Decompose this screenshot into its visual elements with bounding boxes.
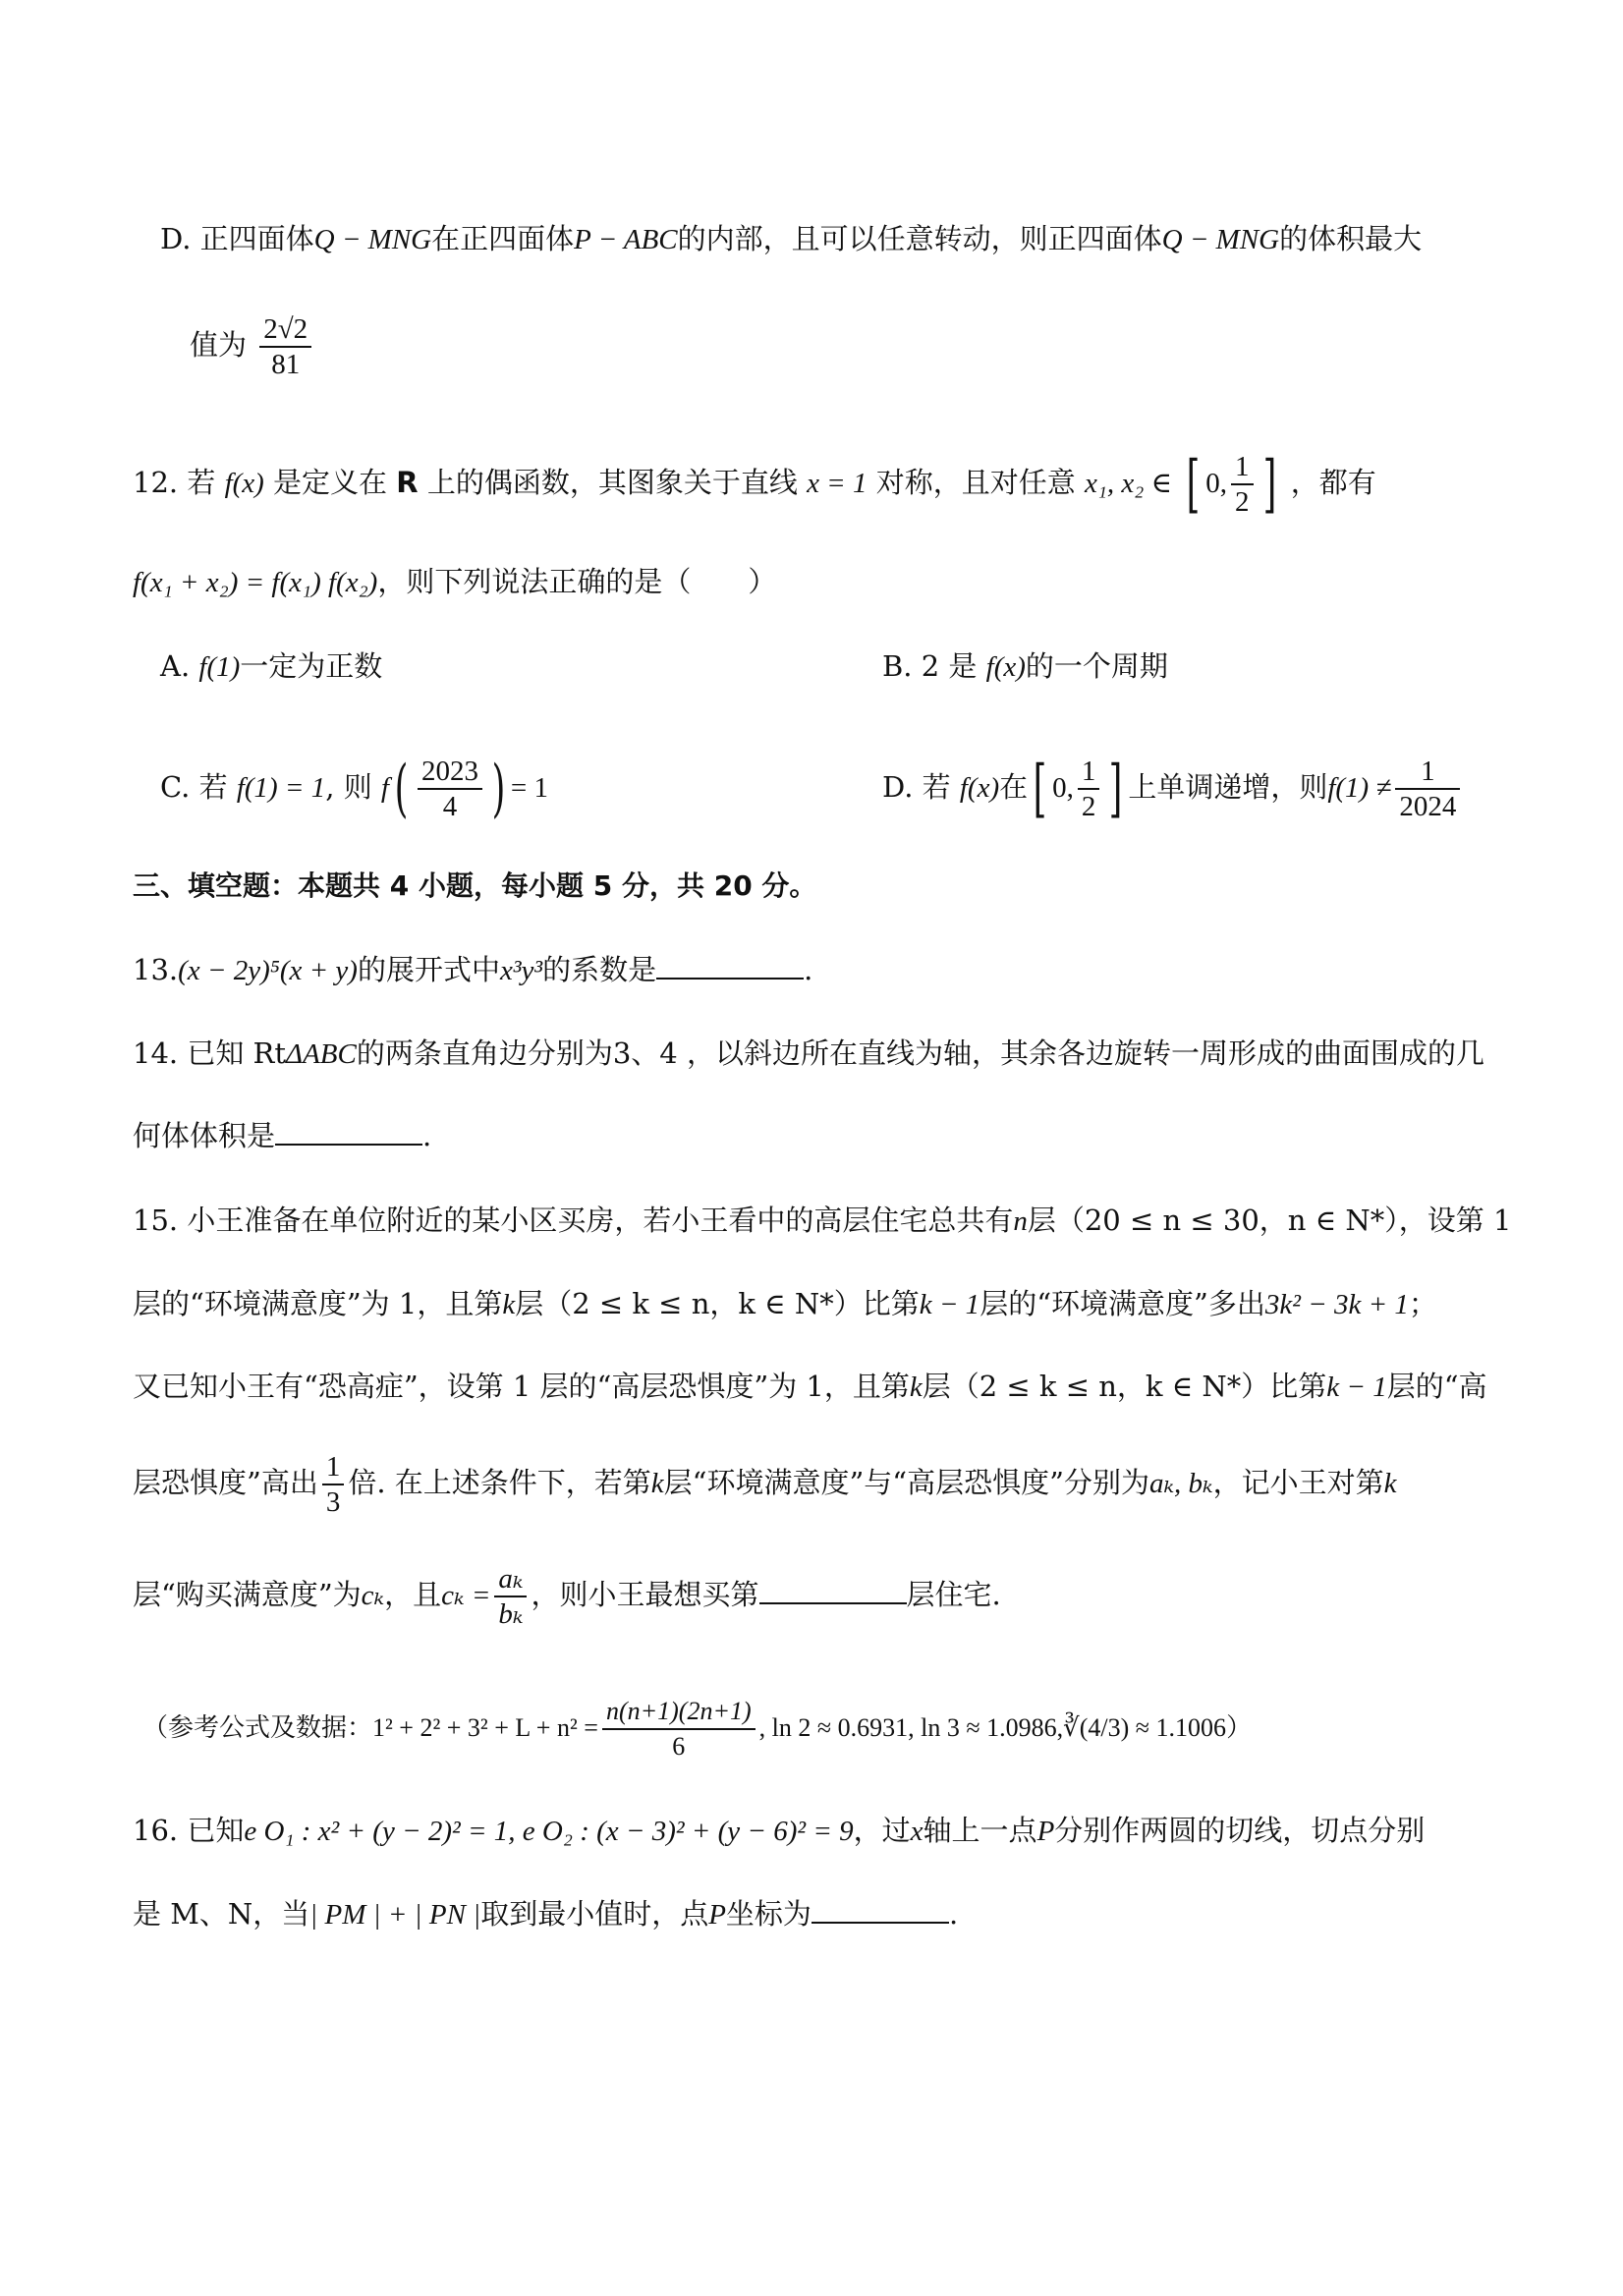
q15-line4 <box>133 1450 1397 1519</box>
q12-d-int-frac <box>1078 755 1100 823</box>
q11-d-frac-num: 2√2 <box>259 312 311 348</box>
q12-int-den: 2 <box>1235 486 1250 518</box>
q15-l5-den: bₖ <box>498 1598 524 1630</box>
q16-answer-blank[interactable] <box>812 1894 949 1924</box>
q14-end: . <box>422 1119 432 1152</box>
q16-l2c: 坐标为 <box>725 1897 812 1931</box>
q11-d-prefix: D. 正四面体 <box>160 222 314 255</box>
q12-d-rbracket: ] <box>1108 753 1123 825</box>
q15-l5d: 层住宅. <box>906 1578 1001 1611</box>
q12-R: R <box>396 466 419 499</box>
q15-l2-k: k <box>502 1289 516 1320</box>
q12-stem-line2 <box>133 562 776 602</box>
q12-c-mid: , 则 <box>325 770 372 804</box>
q15-ref-frac <box>602 1695 756 1764</box>
q13 <box>133 950 812 990</box>
q15-l1-n: n <box>1013 1205 1028 1237</box>
q15-ref-a: （参考公式及数据： <box>142 1713 373 1743</box>
q12-p4: 对称，且对任意 <box>875 466 1076 499</box>
q11-option-d-line2 <box>190 312 315 381</box>
q11-d-mid1: 在正四面体 <box>431 222 575 255</box>
q15-l5c: ，则小王最想买第 <box>531 1578 759 1611</box>
q15-l2c: 层的“环境满意度”多出 <box>979 1287 1265 1320</box>
q15-l5-num: aₖ <box>494 1562 527 1597</box>
q12-c-end: = 1 <box>510 772 549 804</box>
q15-ref-den: 6 <box>672 1732 686 1761</box>
q15-ref-b: , ln 2 ≈ 0.6931, ln 3 ≈ 1.0986, <box>758 1713 1064 1742</box>
q11-d-value-label: 值为 <box>190 328 248 362</box>
q12-d-num: 1 <box>1395 755 1460 790</box>
q16-P: P <box>1036 1816 1055 1847</box>
q14-p1: 14. 已知 Rt <box>133 1036 287 1070</box>
q15-l3-k: k <box>909 1372 923 1403</box>
q12-a-text: 一定为正数 <box>240 649 383 683</box>
q13-text2: 的系数是 <box>542 953 657 986</box>
q16-circles: e O₁ : x² + (y − 2)² = 1, e O₂ : (x − 3)² + (y − 6)² = 9 <box>244 1816 854 1847</box>
q15-l4-k: k <box>650 1468 664 1499</box>
q12-int-frac <box>1231 450 1254 519</box>
q14-line1 <box>133 1034 1484 1074</box>
q12-d-int-den: 2 <box>1081 791 1096 822</box>
q16-l1b: ，过 <box>853 1814 911 1847</box>
q11-option-d-line1 <box>160 219 1422 259</box>
q12-fx: f(x) <box>224 468 264 499</box>
q15-line5 <box>133 1562 1001 1631</box>
q11-d-tetra1: Q − MNG <box>313 224 432 255</box>
q12-c-num: 2023 <box>418 755 482 790</box>
q12-d-frac <box>1395 755 1460 823</box>
q12-option-d <box>882 755 1464 823</box>
q12-c-rparen: ) <box>491 753 506 825</box>
q12-b-math: f(x) <box>985 651 1026 683</box>
q15-l5-frac <box>494 1562 527 1631</box>
q15-ref-num: n(n+1)(2n+1) <box>602 1695 756 1730</box>
q12-b-text: 的一个周期 <box>1025 649 1168 683</box>
q11-d-fraction <box>259 312 311 381</box>
q15-ref-sum: 1² + 2² + 3² + L + n² = <box>372 1713 598 1742</box>
q12-left-bracket: [ <box>1186 448 1201 521</box>
q15-l5b: ，且 <box>384 1578 442 1611</box>
q13-text1: 的展开式中 <box>357 953 500 986</box>
q12-p5: ，都有 <box>1290 466 1376 499</box>
q15-l4-den: 3 <box>325 1486 341 1518</box>
q15-reference <box>142 1695 1252 1764</box>
q16-line2 <box>133 1894 958 1934</box>
q14-p2: 的两条直角边分别为3、4 ，以斜边所在直线为轴，其余各边旋转一周形成的曲面围成的几 <box>356 1036 1484 1070</box>
q15-l4c: 层“环境满意度”与“高层恐惧度”分别为 <box>663 1466 1149 1499</box>
q15-l5-c: cₖ <box>361 1580 385 1611</box>
q16-l1a: 16. 已知 <box>133 1814 245 1847</box>
q16-l2a: 是 M、N，当 <box>133 1897 310 1931</box>
q15-l3-k1: k − 1 <box>1326 1372 1387 1403</box>
q12-int-left: 0, <box>1205 468 1228 499</box>
q12-stem-line1 <box>133 450 1376 519</box>
q13-answer-blank[interactable] <box>656 950 804 980</box>
q15-l4-num: 1 <box>322 1450 345 1485</box>
q12-func-eq: f(x₁ + x₂) = f(x₁) f(x₂) <box>133 567 378 598</box>
q12-p2: 是定义在 <box>273 466 388 499</box>
q15-line2 <box>133 1284 1437 1324</box>
q11-d-tetra2: P − ABC <box>574 224 678 255</box>
q15-l4-frac <box>322 1450 345 1519</box>
q14-triangle: ΔABC <box>286 1038 357 1070</box>
q15-ref-root: ∛(4/3) ≈ 1.1006 <box>1063 1713 1227 1742</box>
q15-l2-expr: 3k² − 3k + 1 <box>1264 1289 1409 1320</box>
q12-c-frac <box>418 755 482 823</box>
q13-math: (x − 2y)⁵(x + y) <box>178 955 358 986</box>
q12-d-text: 上单调递增，则 <box>1128 770 1328 804</box>
q12-a-label: A. <box>160 649 191 683</box>
q11-d-mid2: 的内部，且可以任意转动，则正四面体 <box>677 222 1162 255</box>
q13-term: x³y³ <box>499 955 543 986</box>
q11-d-tetra3: Q − MNG <box>1161 224 1280 255</box>
q15-line1 <box>133 1201 1511 1241</box>
q16-line1 <box>133 1811 1425 1851</box>
q15-l4d: ，记小王对第 <box>1212 1466 1384 1499</box>
q13-label: 13. <box>133 953 179 986</box>
section3-heading: 三、填空题：本题共 4 小题，每小题 5 分，共 20 分。 <box>133 869 817 902</box>
q15-l4-ab: aₖ, bₖ <box>1148 1468 1213 1499</box>
q12-c-den: 4 <box>442 791 458 822</box>
q15-l1-b: 层（20 ≤ n ≤ 30，n ∈ N*），设第 1 <box>1027 1204 1512 1237</box>
q12-question: ，则下列说法正确的是（ ） <box>377 565 777 598</box>
q12-d-in: 在 <box>999 770 1029 804</box>
q16-l1c: 轴上一点 <box>923 1814 1037 1847</box>
q12-d-int-left: 0, <box>1052 772 1074 804</box>
q12-d-math2: f(1) ≠ <box>1327 772 1392 804</box>
q15-answer-blank[interactable] <box>759 1575 907 1604</box>
q12-int-num: 1 <box>1231 450 1254 485</box>
q15-l5a: 层“购买满意度”为 <box>133 1578 362 1611</box>
q11-d-end: 的体积最大 <box>1279 222 1423 255</box>
q15-ref-end: ） <box>1226 1713 1253 1743</box>
q12-x12: x₁, x₂ ∈ <box>1084 468 1173 499</box>
q15-l5-c2: cₖ = <box>441 1580 491 1611</box>
q12-option-a <box>160 646 382 687</box>
q12-c-f: f <box>380 772 389 804</box>
q12-option-b <box>882 646 1168 687</box>
q16-l2-P: P <box>708 1899 726 1931</box>
q15-l1: 15. 小王准备在单位附近的某小区买房，若小王看中的高层住宅总共有 <box>133 1204 1014 1237</box>
q15-l2-end: ； <box>1408 1287 1437 1320</box>
q12-d-lbracket: [ <box>1033 753 1047 825</box>
q16-l1d: 分别作两圆的切线，切点分别 <box>1054 1814 1426 1847</box>
q12-d-math: f(x) <box>959 772 1000 804</box>
q16-end: . <box>948 1897 959 1931</box>
q15-l3a: 又已知小王有“恐高症”，设第 1 层的“高层恐惧度”为 1，且第 <box>133 1370 910 1403</box>
q16-x: x <box>910 1816 923 1847</box>
q14-line2 <box>133 1116 431 1155</box>
q15-l3b: 层（2 ≤ k ≤ n，k ∈ N*）比第 <box>922 1370 1327 1403</box>
q12-a-math: f(1) <box>198 651 241 683</box>
q15-l2-k1: k − 1 <box>919 1289 980 1320</box>
q12-d-den: 2024 <box>1399 791 1457 822</box>
q15-l4-k2: k <box>1383 1468 1397 1499</box>
q12-d-label: D. 若 <box>882 770 951 804</box>
q14-line2-text: 何体体积是 <box>133 1119 276 1152</box>
q15-l2a: 层的“环境满意度”为 1，且第 <box>133 1287 503 1320</box>
q16-expr: | PM | + | PN | <box>309 1899 481 1931</box>
q12-right-bracket: ] <box>1262 448 1276 521</box>
q11-d-frac-den: 81 <box>271 349 301 380</box>
q12-eq: x = 1 <box>807 468 867 499</box>
q13-end: . <box>804 953 813 986</box>
q12-c-label: C. 若 <box>160 770 228 804</box>
q15-line3 <box>133 1367 1487 1407</box>
q12-p3: 上的偶函数，其图象关于直线 <box>426 466 798 499</box>
q14-answer-blank[interactable] <box>275 1116 422 1146</box>
q12-c-math1: f(1) = 1 <box>236 772 326 804</box>
q12-p1: 12. 若 <box>133 466 216 499</box>
q16-l2b: 取到最小值时，点 <box>480 1897 709 1931</box>
q12-b-label: B. 2 是 <box>882 649 978 683</box>
q12-d-int-num: 1 <box>1078 755 1100 790</box>
q12-option-c <box>160 755 548 823</box>
q12-c-lparen: ( <box>394 753 409 825</box>
q15-l4a: 层恐惧度”高出 <box>133 1466 318 1499</box>
q15-l2b: 层（2 ≤ k ≤ n，k ∈ N*）比第 <box>515 1287 920 1320</box>
q15-l4b: 倍. 在上述条件下，若第 <box>348 1466 651 1499</box>
q15-l3c: 层的“高 <box>1386 1370 1487 1403</box>
